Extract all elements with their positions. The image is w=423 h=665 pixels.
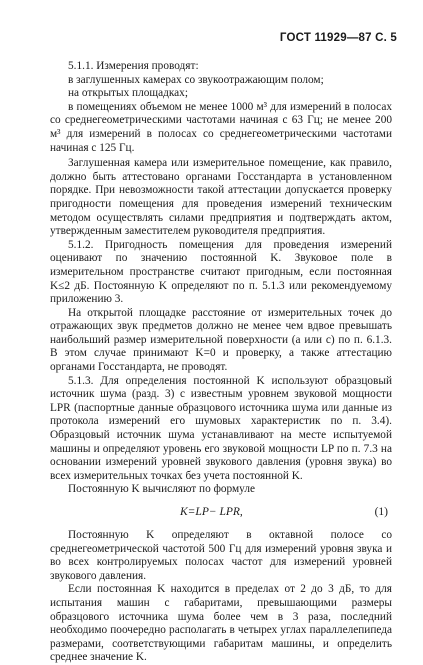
paragraph: Постоянную K вычисляют по формуле <box>68 483 255 496</box>
formula: K=LP− LPR, <box>180 506 243 518</box>
paragraph: На открытой площадке расстояние от измерительных точек до отражающих звук предметов должно не менее чем вдвое превышать наибольший размер измерительной поверхности (a или c) по п. 6.1.3. В этом случае принимают K=0 и проверку, а также аттестацию органами Госстандарта, не проводят. <box>50 306 392 374</box>
paragraph: в заглушенных камерах со звукоотражающим полом; <box>68 73 324 86</box>
paragraph: на открытых площадках; <box>68 87 188 100</box>
document-body <box>50 60 392 665</box>
page-header: ГОСТ 11929—87 С. 5 <box>279 32 397 44</box>
paragraph: Заглушенная камера или измерительное помещение, как правило, должно быть аттестовано органами Госстандарта в установленном порядке. При невозможности такой аттестации допускается проверку пригодности помещения для проведения измерений техническим методом осуществлять силами предприятия и подтверждать актом, утвержденным заместителем руководителя предприятия. <box>50 157 392 238</box>
paragraph: 5.1.3. Для определения постоянной K используют образцовый источник шума (разд. 3) с известным уровнем звуковой мощности LPR (паспортные данные образцового источника шума или данные из протокола измерений его шумовых характеристик по п. 3.4). Образцовый источник шума устанавливают на месте испытуемой машины и определяют уровень его звуковой мощности LP по п. 7.3 на основании измерений уровней звукового давления (уровня звука) во всех измерительных точках без учета постоянной K. <box>50 374 392 482</box>
paragraph: в помещениях объемом не менее 1000 м³ для измерений в полосах со среднегеометрическими частотами начиная с 63 Гц; не менее 200 м³ для измерений в полосах со среднегеометрическими частотами начиная с 125 Гц. <box>50 100 392 154</box>
paragraph: Постоянную K определяют в октавной полосе со среднегеометрической частотой 500 Гц для измерений уровня звука и во всех контролируемых полосах частот для измерений уровней звукового давления. <box>50 529 392 582</box>
formula-row <box>50 503 392 525</box>
paragraph: 5.1.2. Пригодность помещения для проведения измерений оценивают по значению постоянной K. Звуковое поле в измерительном пространстве считают пригодным, если постоянная K≤2 дБ. Постоянную K определяют по п. 5.1.3 или рекомендуемому приложению 3. <box>50 238 392 306</box>
paragraph: Если постоянная K находится в пределах от 2 до 3 дБ, то для испытания машин с габаритами, превышающими размеры образцового источника шума более чем в 3 раза, последний необходимо поочередно располагать в четырех углах параллелепипеда размерами, соответствующими габаритам машины, и определить среднее значение K. <box>50 583 392 664</box>
paragraph: 5.1.1. Измерения проводят: <box>68 60 199 72</box>
formula-number: (1) <box>374 506 388 518</box>
